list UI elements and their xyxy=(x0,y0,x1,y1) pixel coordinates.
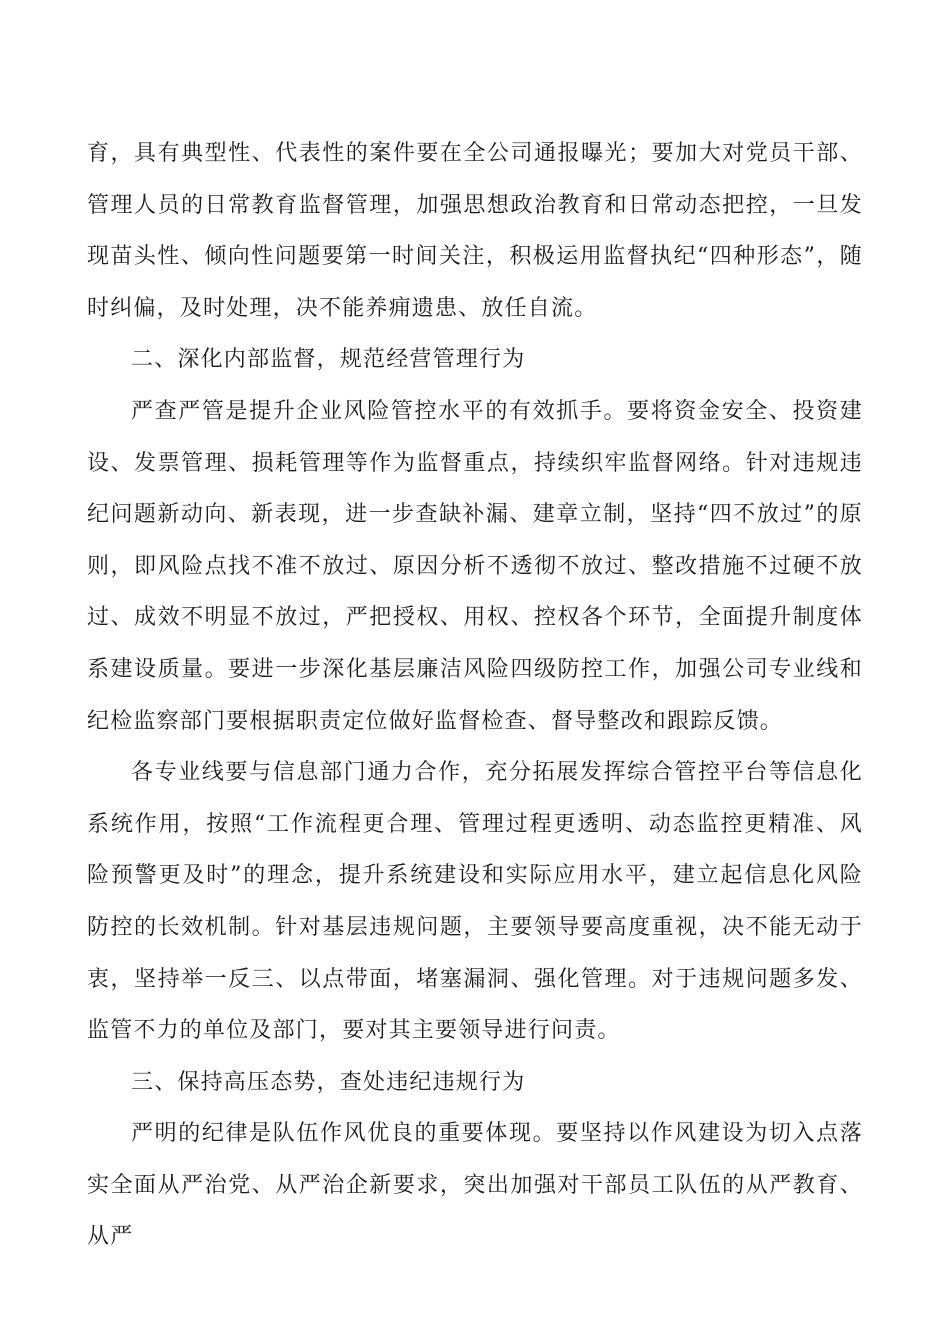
paragraph-body: 严明的纪律是队伍作风优良的重要体现。要坚持以作风建设为切入点落实全面从严治党、从严治企新要求，突出加强对干部员工队伍的从严教育、从严 xyxy=(87,1121,863,1250)
paragraph-continued: 育，具有典型性、代表性的案件要在全公司通报曝光；要加大对党员干部、管理人员的日常教育监督管理，加强思想政治教育和日常动态把控，一旦发现苗头性、倾向性问题要第一时间关注，积极运用监督执纪“四种形态”，随时纠偏，及时处理，决不能养痈遗患、放任自流。 xyxy=(87,141,863,321)
paragraph-body: 各专业线要与信息部门通力合作，充分拓展发挥综合管控平台等信息化系统作用，按照“工作流程更合理、管理过程更透明、动态监控更精准、风险预警更及时”的理念，提升系统建设和实际应用水平，建立起信息化风险防控的长效机制。针对基层违规问题，主要领导要高度重视，决不能无动于衷，坚持举一反三、以点带面，堵塞漏洞、强化管理。对于违规问题多发、监管不力的单位及部门，要对其主要领导进行问责。 xyxy=(87,760,863,1044)
paragraph-body: 严查严管是提升企业风险管控水平的有效抓手。要将资金安全、投资建设、发票管理、损耗管理等作为监督重点，持续织牢监督网络。针对违规违纪问题新动向、新表现，进一步查缺补漏、建章立制，坚持“四不放过”的原则，即风险点找不准不放过、原因分析不透彻不放过、整改措施不过硬不放过、成效不明显不放过，严把授权、用权、控权各个环节，全面提升制度体系建设质量。要进一步深化基层廉洁风险四级防控工作，加强公司专业线和纪检监察部门要根据职责定位做好监督检查、督导整改和跟踪反馈。 xyxy=(87,398,863,734)
document-body xyxy=(87,128,863,1263)
section-heading-3: 三、保持高压态势，查处违纪违规行为 xyxy=(131,1069,526,1095)
section-heading-2: 二、深化内部监督，规范经营管理行为 xyxy=(131,347,526,373)
